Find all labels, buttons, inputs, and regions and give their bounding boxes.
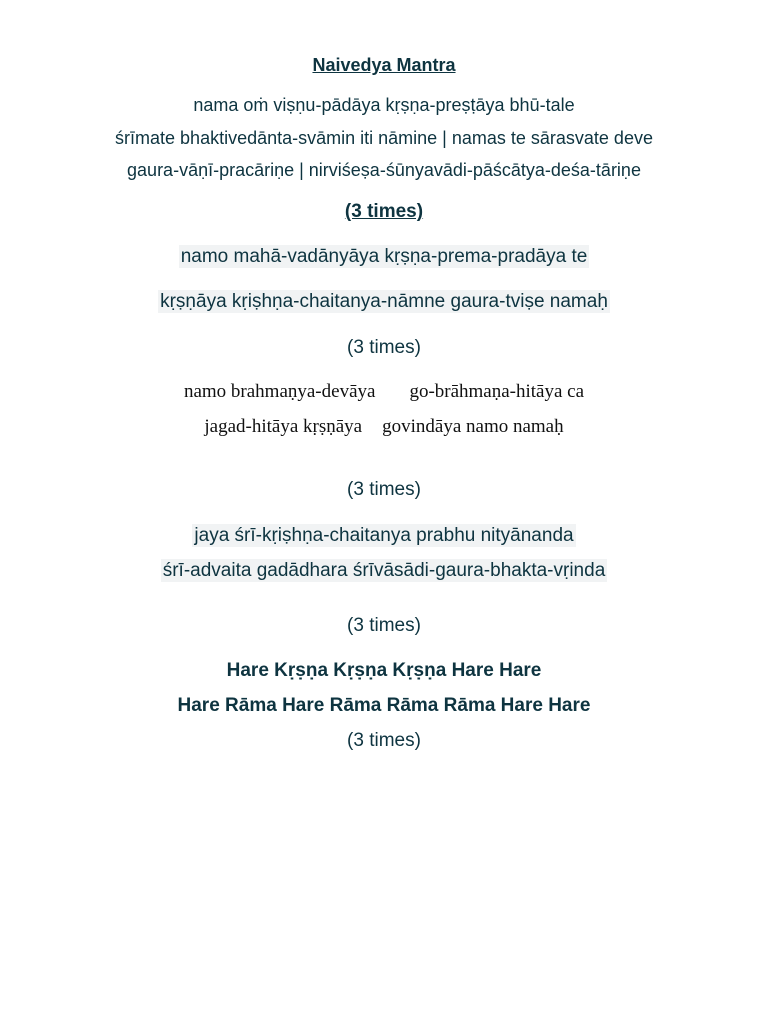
repeat-note-4: (3 times) — [347, 615, 421, 636]
krishna-pranama-2a: jagad-hitāya kṛṣṇāya — [204, 416, 363, 437]
panca-tattva-text-1: jaya śrī-kṛiṣhṇa-chaitanya prabhu nityānanda — [194, 525, 574, 546]
panca-tattva-line-2 — [0, 560, 768, 582]
krishna-pranama-2b: govindāya namo namaḥ — [382, 416, 564, 437]
maha-mantra-line-2: Hare Rāma Hare Rāma Rāma Rāma Hare Hare — [177, 695, 591, 716]
repeat-note-3: (3 times) — [347, 479, 421, 500]
gaura-pranama-line-2 — [0, 291, 768, 313]
krishna-pranama-1b: go-brāhmaṇa-hitāya ca — [409, 381, 585, 402]
panca-tattva-text-2: śrī-advaita gadādhara śrīvāsādi-gaura-bhakta-vṛinda — [162, 560, 606, 581]
panca-tattva-line-1 — [0, 525, 768, 547]
maha-mantra-line-1: Hare Kṛṣṇa Kṛṣṇa Kṛṣṇa Hare Hare — [226, 660, 542, 681]
pranati-line-3: gaura-vāṇī-pracāriṇe | nirviśeṣa-śūnyavādi-pāścātya-deśa-tāriṇe — [127, 160, 641, 180]
pranati-line-2: śrīmate bhaktivedānta-svāmin iti nāmine | namas te sārasvate deve — [115, 128, 653, 148]
repeat-note-5: (3 times) — [347, 730, 421, 751]
page-title: Naivedya Mantra — [312, 55, 456, 75]
repeat-note-2: (3 times) — [347, 337, 421, 358]
gaura-pranama-text-1: namo mahā-vadānyāya kṛṣṇa-prema-pradāya te — [180, 246, 588, 267]
gaura-pranama-line-1 — [0, 246, 768, 268]
gaura-pranama-text-2: kṛṣṇāya kṛiṣhṇa-chaitanya-nāmne gaura-tviṣe namaḥ — [160, 291, 608, 312]
pranati-line-1: nama oṁ viṣṇu-pādāya kṛṣṇa-preṣṭāya bhū-tale — [193, 95, 575, 115]
krishna-pranama-line-1 — [0, 381, 768, 403]
krishna-pranama-1a: namo brahmaṇya-devāya — [183, 381, 376, 402]
krishna-pranama-line-2 — [0, 416, 768, 438]
repeat-note-1: (3 times) — [344, 201, 424, 222]
